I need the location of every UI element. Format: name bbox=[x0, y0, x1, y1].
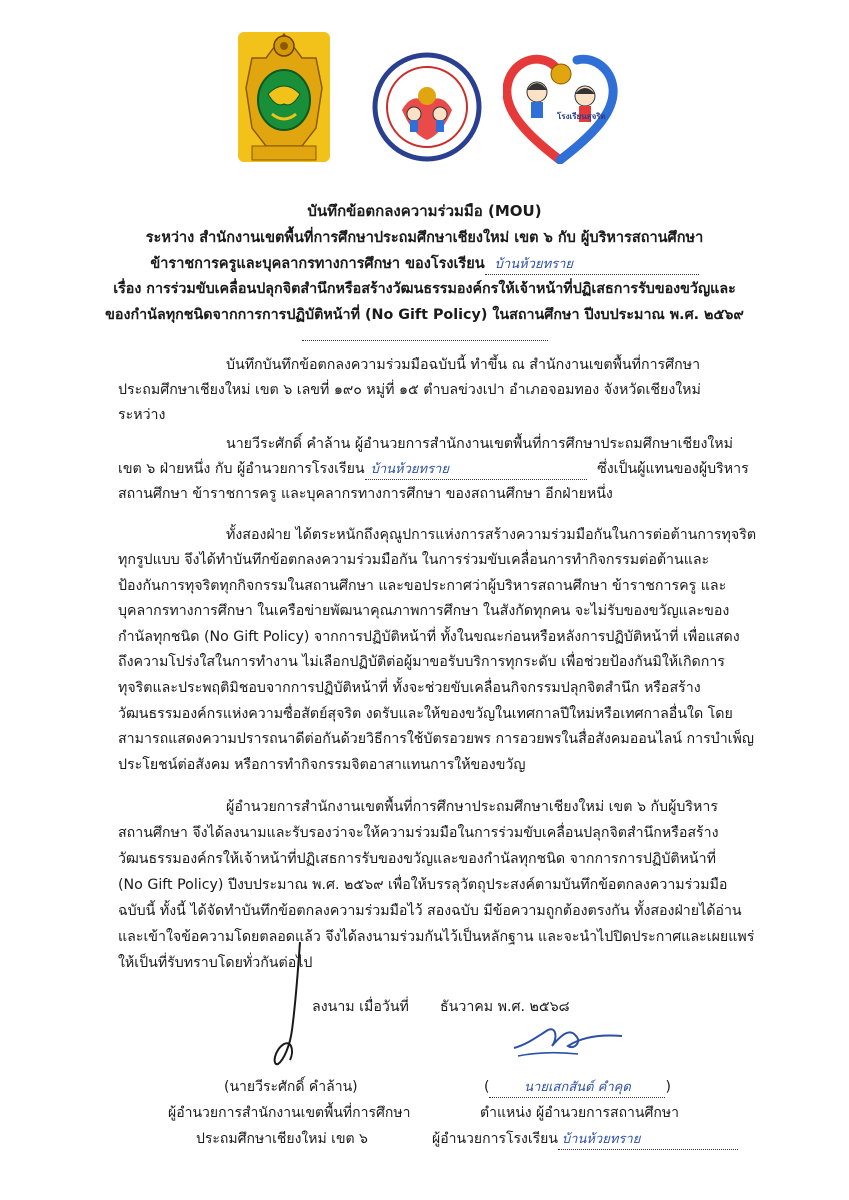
integrity-school-round-logo bbox=[372, 52, 482, 162]
p3-line-7: ทุจริตและประพฤติมิชอบจากการปฏิบัติหน้าที่ ทั้งจะช่วยขับเคลื่อนกิจกรรมปลุกจิตสำนึก หรือสร้าง bbox=[118, 680, 701, 696]
left-signature-mark bbox=[270, 940, 330, 1070]
doc-title: บันทึกข้อตกลงความร่วมมือ (MOU) bbox=[307, 202, 542, 220]
p4-line-7: ให้เป็นที่รับทราบโดยทั่วกันต่อไป bbox=[118, 955, 313, 971]
right-school-fill bbox=[558, 1128, 738, 1150]
right-school-handwritten: บ้านห้วยทราย bbox=[561, 1132, 641, 1147]
school-name-handwritten: บ้านห้วยทราย bbox=[494, 257, 574, 272]
p3-line-2: ทุกรูปแบบ จึงได้ทำบันทึกข้อตกลงความร่วมมือกัน ในการร่วมขับเคลื่อนการทำกิจกรรมต่อต้านและ bbox=[118, 552, 710, 568]
p2-school-handwritten: บ้านห้วยทราย bbox=[370, 462, 449, 477]
p3-line-10: ประโยชน์ต่อสังคม หรือการทำกิจกรรมจิตอาสาแทนการให้ของขวัญ bbox=[118, 757, 526, 773]
right-signer-position-1: ตำแหน่ง ผู้อำนวยการสถานศึกษา bbox=[480, 1105, 679, 1121]
p3-line-6: ถึงความโปร่งใสในการทำงาน ไม่เลือกปฏิบัติต่อผู้มาขอรับบริการทุกระดับ เพื่อช่วยป้องกันมิให้เกิดการ bbox=[118, 654, 725, 670]
p3-line-9: สามารถแสดงความปรารถนาดีต่อกันด้วยวิธีการใช้บัตรอวยพร การอวยพรในสื่อสังคมออนไลน์ การบำเพ็ญ bbox=[118, 731, 754, 747]
doc-school-line bbox=[40, 252, 809, 275]
doc-subject-2: ของกำนัลทุกชนิดจากการการปฏิบัติหน้าที่ (No Gift Policy) ในสถานศึกษา ปีงบประมาณ พ.ศ. ๒๕๖๙ bbox=[105, 307, 744, 323]
logo-caption: โรงเรียนสุจริต bbox=[557, 112, 606, 121]
p2-line-3: สถานศึกษา ข้าราชการครู และบุคลากรทางการศึกษา ของสถานศึกษา อีกฝ่ายหนึ่ง bbox=[118, 486, 613, 502]
p4-line-1: ผู้อำนวยการสำนักงานเขตพื้นที่การศึกษาประถมศึกษาเชียงใหม่ เขต ๖ กับผู้บริหาร bbox=[226, 799, 718, 815]
title-divider bbox=[302, 340, 548, 341]
signing-date-value: ธันวาคม พ.ศ. ๒๕๖๘ bbox=[440, 999, 570, 1015]
p4-line-5: ฉบับนี้ ทั้งนี้ ได้จัดทำบันทึกข้อตกลงความร่วมมือไว้ สองฉบับ มีข้อความถูกต้องตรงกัน ทั้งสองฝ่ายได้อ่าน bbox=[118, 903, 742, 919]
p3-line-8: วัฒนธรรมองค์กรแห่งความซื่อสัตย์สุจริต งดรับและให้ของขวัญในเทศกาลปีใหม่หรือเทศกาลอื่นใด โดย bbox=[118, 706, 733, 722]
p1-line-3: ระหว่าง bbox=[118, 407, 166, 423]
left-signer-position-1: ผู้อำนวยการสำนักงานเขตพื้นที่การศึกษา bbox=[168, 1105, 411, 1121]
right-signer-position-2 bbox=[432, 1128, 738, 1150]
p4-line-4: (No Gift Policy) ปีงบประมาณ พ.ศ. ๒๕๖๙ เพื่อให้บรรลุวัตถุประสงค์ตามบันทึกข้อตกลงความร่วมมือ bbox=[118, 877, 728, 893]
right-signature-mark bbox=[508, 1016, 628, 1066]
p2-line-2 bbox=[118, 458, 749, 480]
p1-line-1: บันทึกบันทึกข้อตกลงความร่วมมือฉบับนี้ ทำขึ้น ณ สำนักงานเขตพื้นที่การศึกษา bbox=[226, 357, 701, 373]
obec-emblem-logo bbox=[232, 28, 336, 172]
signing-date-label: ลงนาม เมื่อวันที่ bbox=[312, 999, 409, 1015]
p2-school-fill bbox=[365, 458, 587, 480]
right-signer-position-2-label: ผู้อำนวยการโรงเรียน bbox=[432, 1131, 558, 1147]
p2-line-1: นายวีระศักดิ์ คำล้าน ผู้อำนวยการสำนักงานเขตพื้นที่การศึกษาประถมศึกษาเชียงใหม่ bbox=[226, 436, 734, 452]
p4-line-6: และเข้าใจข้อความโดยตลอดแล้ว จึงได้ลงนามร่วมกันไว้เป็นหลักฐาน และจะนำไปปิดประกาศและเผยแพร่ bbox=[118, 929, 755, 945]
p2-line-2-label: เขต ๖ ฝ่ายหนึ่ง กับ ผู้อำนวยการโรงเรียน bbox=[118, 461, 365, 477]
left-signer-name: (นายวีระศักดิ์ คำล้าน) bbox=[224, 1079, 358, 1095]
p1-line-2: ประถมศึกษาเชียงใหม่ เขต ๖ เลขที่ ๑๙๐ หมู่ที่ ๑๕ ตำบลข่วงเปา อำเภอจอมทอง จังหวัดเชียงใหม่ bbox=[118, 382, 701, 398]
p4-line-2: สถานศึกษา จึงได้ลงนามและรับรองว่าจะให้ความร่วมมือในการร่วมขับเคลื่อนปลุกจิตสำนึกหรือสร้าง bbox=[118, 825, 719, 841]
doc-subject-1: เรื่อง การร่วมขับเคลื่อนปลุกจิตสำนึกหรือสร้างวัฒนธรรมองค์กรให้เจ้าหน้าที่ปฏิเสธการรับของขวัญและ bbox=[113, 281, 736, 297]
right-signer-name-handwritten: นายเสกสันต์ คำคุด bbox=[524, 1080, 631, 1095]
school-line-label: ข้าราชการครูและบุคลากรทางการศึกษา ของโรงเรียน bbox=[150, 256, 485, 272]
p2-line-2-end: ซึ่งเป็นผู้แทนของผู้บริหาร bbox=[597, 461, 749, 477]
p3-line-4: บุคลากรทางการศึกษา ในเครือข่ายพัฒนาคุณภาพการศึกษา ในสังกัดทุกคน จะไม่รับของขวัญและของ bbox=[118, 603, 730, 619]
doc-parties: ระหว่าง สำนักงานเขตพื้นที่การศึกษาประถมศึกษาเชียงใหม่ เขต ๖ กับ ผู้บริหารสถานศึกษา bbox=[145, 230, 704, 246]
right-signer-name: ( นายเสกสันต์ คำคุด ) bbox=[484, 1076, 671, 1098]
p3-line-1: ทั้งสองฝ่าย ได้ตระหนักถึงคุณูปการแห่งการสร้างความร่วมมือกันในการต่อต้านการทุจริต bbox=[226, 527, 757, 543]
right-signer-name-fill bbox=[489, 1076, 665, 1098]
p4-line-3: วัฒนธรรมองค์กรให้เจ้าหน้าที่ปฏิเสธการรับของขวัญและของกำนัลทุกชนิด จากการการปฏิบัติหน้าที่ bbox=[118, 851, 716, 867]
school-line-fill bbox=[485, 253, 699, 275]
integrity-school-heart-logo bbox=[503, 52, 618, 164]
p3-line-5: กำนัลทุกชนิด (No Gift Policy) จากการปฏิบัติหน้าที่ ทั้งในขณะก่อนหรือหลังการปฏิบัติหน้าที่ เพื่อแสดง bbox=[118, 629, 740, 645]
left-signer-position-2: ประถมศึกษาเชียงใหม่ เขต ๖ bbox=[196, 1131, 368, 1147]
p3-line-3: ป้องกันการทุจริตทุกกิจกรรมในสถานศึกษา และขอประกาศว่าผู้บริหารสถานศึกษา ข้าราชการครู และ bbox=[118, 578, 727, 594]
